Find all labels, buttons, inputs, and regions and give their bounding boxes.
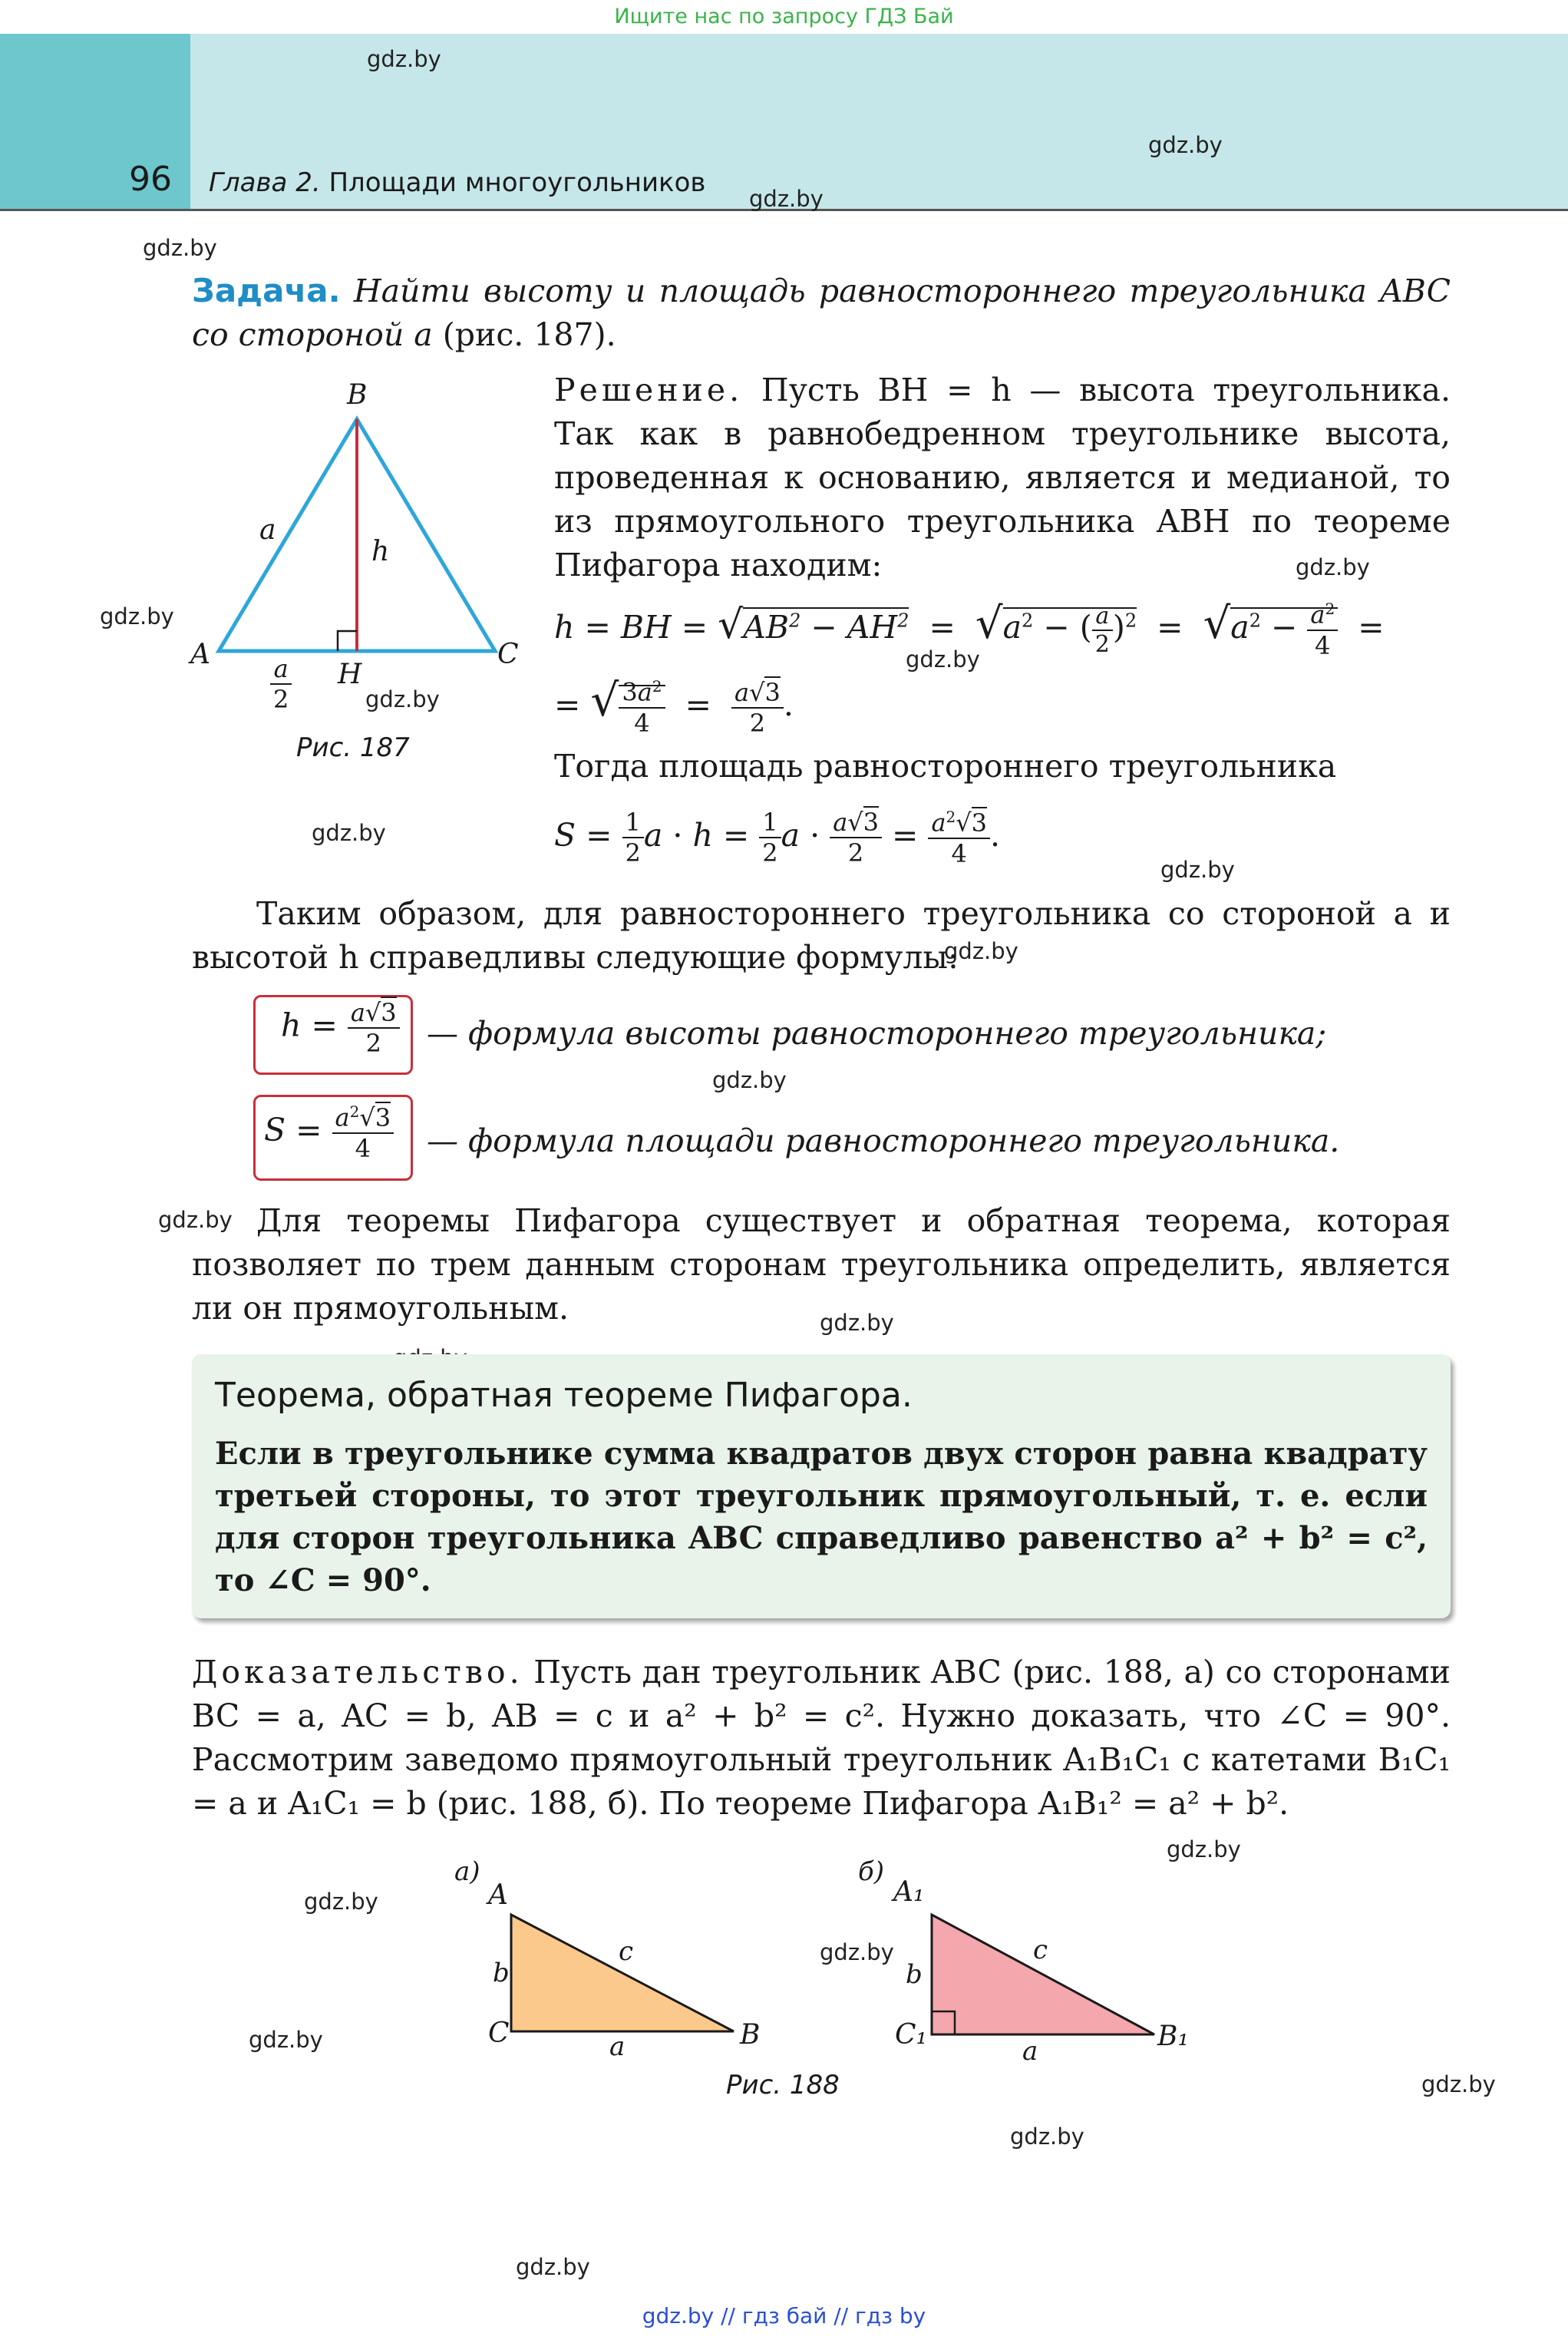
fig188a-vertex-b: B [740,2019,761,2051]
area-derivation: S = $\frac{1}{2}$ a · h = $\frac{1}{2}$ a · $\frac{a√3}{2}$ = $\frac{a^2√3}{4}$ . [554,808,1001,868]
right-angle-mark [338,631,357,651]
area-formula: S = $\frac{a^2√3}{4}$ [264,1102,394,1163]
summary-paragraph: Таким образом, для равностороннего треугольника со стороной a и высотой h справедливы следующие формулы: [192,895,1451,976]
height-h-label: h [371,536,390,567]
fig188a-side-a: a [609,2031,626,2062]
fig188b-vertex-a1: A₁ [893,1876,925,1908]
watermark: gdz.by [906,646,980,673]
watermark: gdz.by [1421,2071,1496,2097]
fig188b-side-a: a [1022,2036,1038,2067]
watermark: gdz.by [158,1207,233,1233]
task-reference: (рис. 187). [432,316,616,353]
proof-paragraph [192,1651,1451,1826]
watermark: gdz.by [1160,857,1235,883]
fig188b-side-c: c [1033,1935,1048,1965]
fig188a-side-b: b [493,1958,510,1988]
watermark: gdz.by [1148,132,1223,158]
area-formula-caption: — формула площади равностороннего треугольника. [427,1122,1340,1159]
solution-lead: Решение. [554,372,744,408]
watermark: gdz.by [249,2027,323,2053]
triangle-abc [511,1915,734,2031]
watermark: gdz.by [820,1939,894,1965]
half-side-label: $\frac{a}{2}$ [270,654,292,714]
figure-187-caption: Рис. 187 [296,732,410,763]
figure-188-caption: Рис. 188 [726,2070,840,2100]
height-derivation-line-2: = √ $\frac{3a^2}{4}$ = $\frac{a√3}{2}$ . [554,674,794,738]
vertex-c-label: C [497,639,519,670]
watermark: gdz.by [1010,2124,1084,2150]
task-text: Найти высоту и площадь равностороннего треугольника ABC со стороной a [192,273,1451,353]
page-number: 96 [129,160,172,199]
footer-links[interactable]: gdz.by // гдз бай // гдз by [642,2303,926,2328]
watermark: gdz.by [820,1310,894,1336]
top-banner: Ищите нас по запросу ГДЗ Бай [614,5,954,28]
point-h-label: H [338,659,362,690]
watermark: gdz.by [312,820,386,846]
watermark: gdz.by [1296,554,1370,580]
figure-188b-triangle [910,1896,1171,2050]
solution-paragraph [554,369,1451,587]
fig188a-vertex-a: A [488,1879,508,1911]
height-formula: h = $\frac{a√3}{2}$ [281,998,400,1058]
figure-188a-tag: а) [454,1856,480,1887]
chapter-title [209,167,705,198]
converse-intro: Для теоремы Пифагора существует и обратная теорема, которая позволяет по трем данным сторонам треугольника определить, является ли он прямоугольным. [192,1202,1451,1327]
task-label: Задача. [192,272,341,309]
height-derivation-line-1: h = BH = $√AB^2 - AH^2 = √a^2$ − ( $\frac{a}{2}$ )$^2 = √a^2$ − $\frac{a^2}{4}$ = [554,599,1385,660]
chapter-number: Глава 2. [209,167,321,198]
figure-188b-tag: б) [858,1856,885,1887]
side-a-label: a [259,514,276,546]
theorem-text: Если в треугольнике сумма квадратов двух сторон равна квадрату третьей стороны, то этот треугольник прямоугольный, т. е. если для сторон треугольника ABC справедливо равенство a² + b² = c², то ∠C = 90°. [215,1436,1428,1598]
watermark: gdz.by [749,186,824,212]
watermark: gdz.by [944,938,1018,964]
task-paragraph [192,269,1451,357]
watermark: gdz.by [1167,1836,1241,1862]
proof-text: Пусть дан треугольник ABC (рис. 188, а) со сторонами BC = a, AC = b, AB = c и a² + b² = c². Нужно доказать, что ∠C = 90°. Рассмотрим заведомо прямоугольный треугольник A₁B₁C₁ с катетами B₁C₁ = a и A₁C₁ = b (рис. 188, б). По теореме Пифагора A₁B₁² = a² + b². [192,1654,1451,1822]
proof-lead: Доказательство. [192,1654,523,1691]
chapter-name: Площади многоугольников [320,167,706,198]
height-formula-caption: — формула высоты равностороннего треугольника; [427,1015,1327,1052]
fig188b-side-b: b [906,1959,923,1990]
vertex-a-label: A [190,639,210,670]
solution-text: Пусть BH = h — высота треугольника. Так как в равнобедренном треугольнике высота, проведенная к основанию, является и медианой, то из прямоугольного треугольника ABH по теореме Пифагора находим: [554,372,1451,583]
vertex-b-label: B [347,379,368,411]
triangle-a1b1c1 [932,1915,1154,2034]
watermark: gdz.by [304,1889,378,1915]
theorem-title: Теорема, обратная теореме Пифагора. [215,1376,913,1415]
fig188b-vertex-b1: B₁ [1157,2021,1189,2052]
watermark: gdz.by [516,2254,590,2280]
fig188a-side-c: c [619,1936,634,1967]
area-intro: Тогда площадь равностороннего треугольника [554,748,1337,785]
watermark: gdz.by [365,686,440,712]
watermark: gdz.by [712,1067,787,1093]
watermark: gdz.by [143,235,217,261]
fig188a-vertex-c: C [488,2018,510,2049]
watermark: gdz.by [100,603,174,630]
fig188b-vertex-c1: C₁ [895,2019,927,2051]
watermark: gdz.by [367,46,441,72]
figure-188a-triangle [491,1896,752,2050]
